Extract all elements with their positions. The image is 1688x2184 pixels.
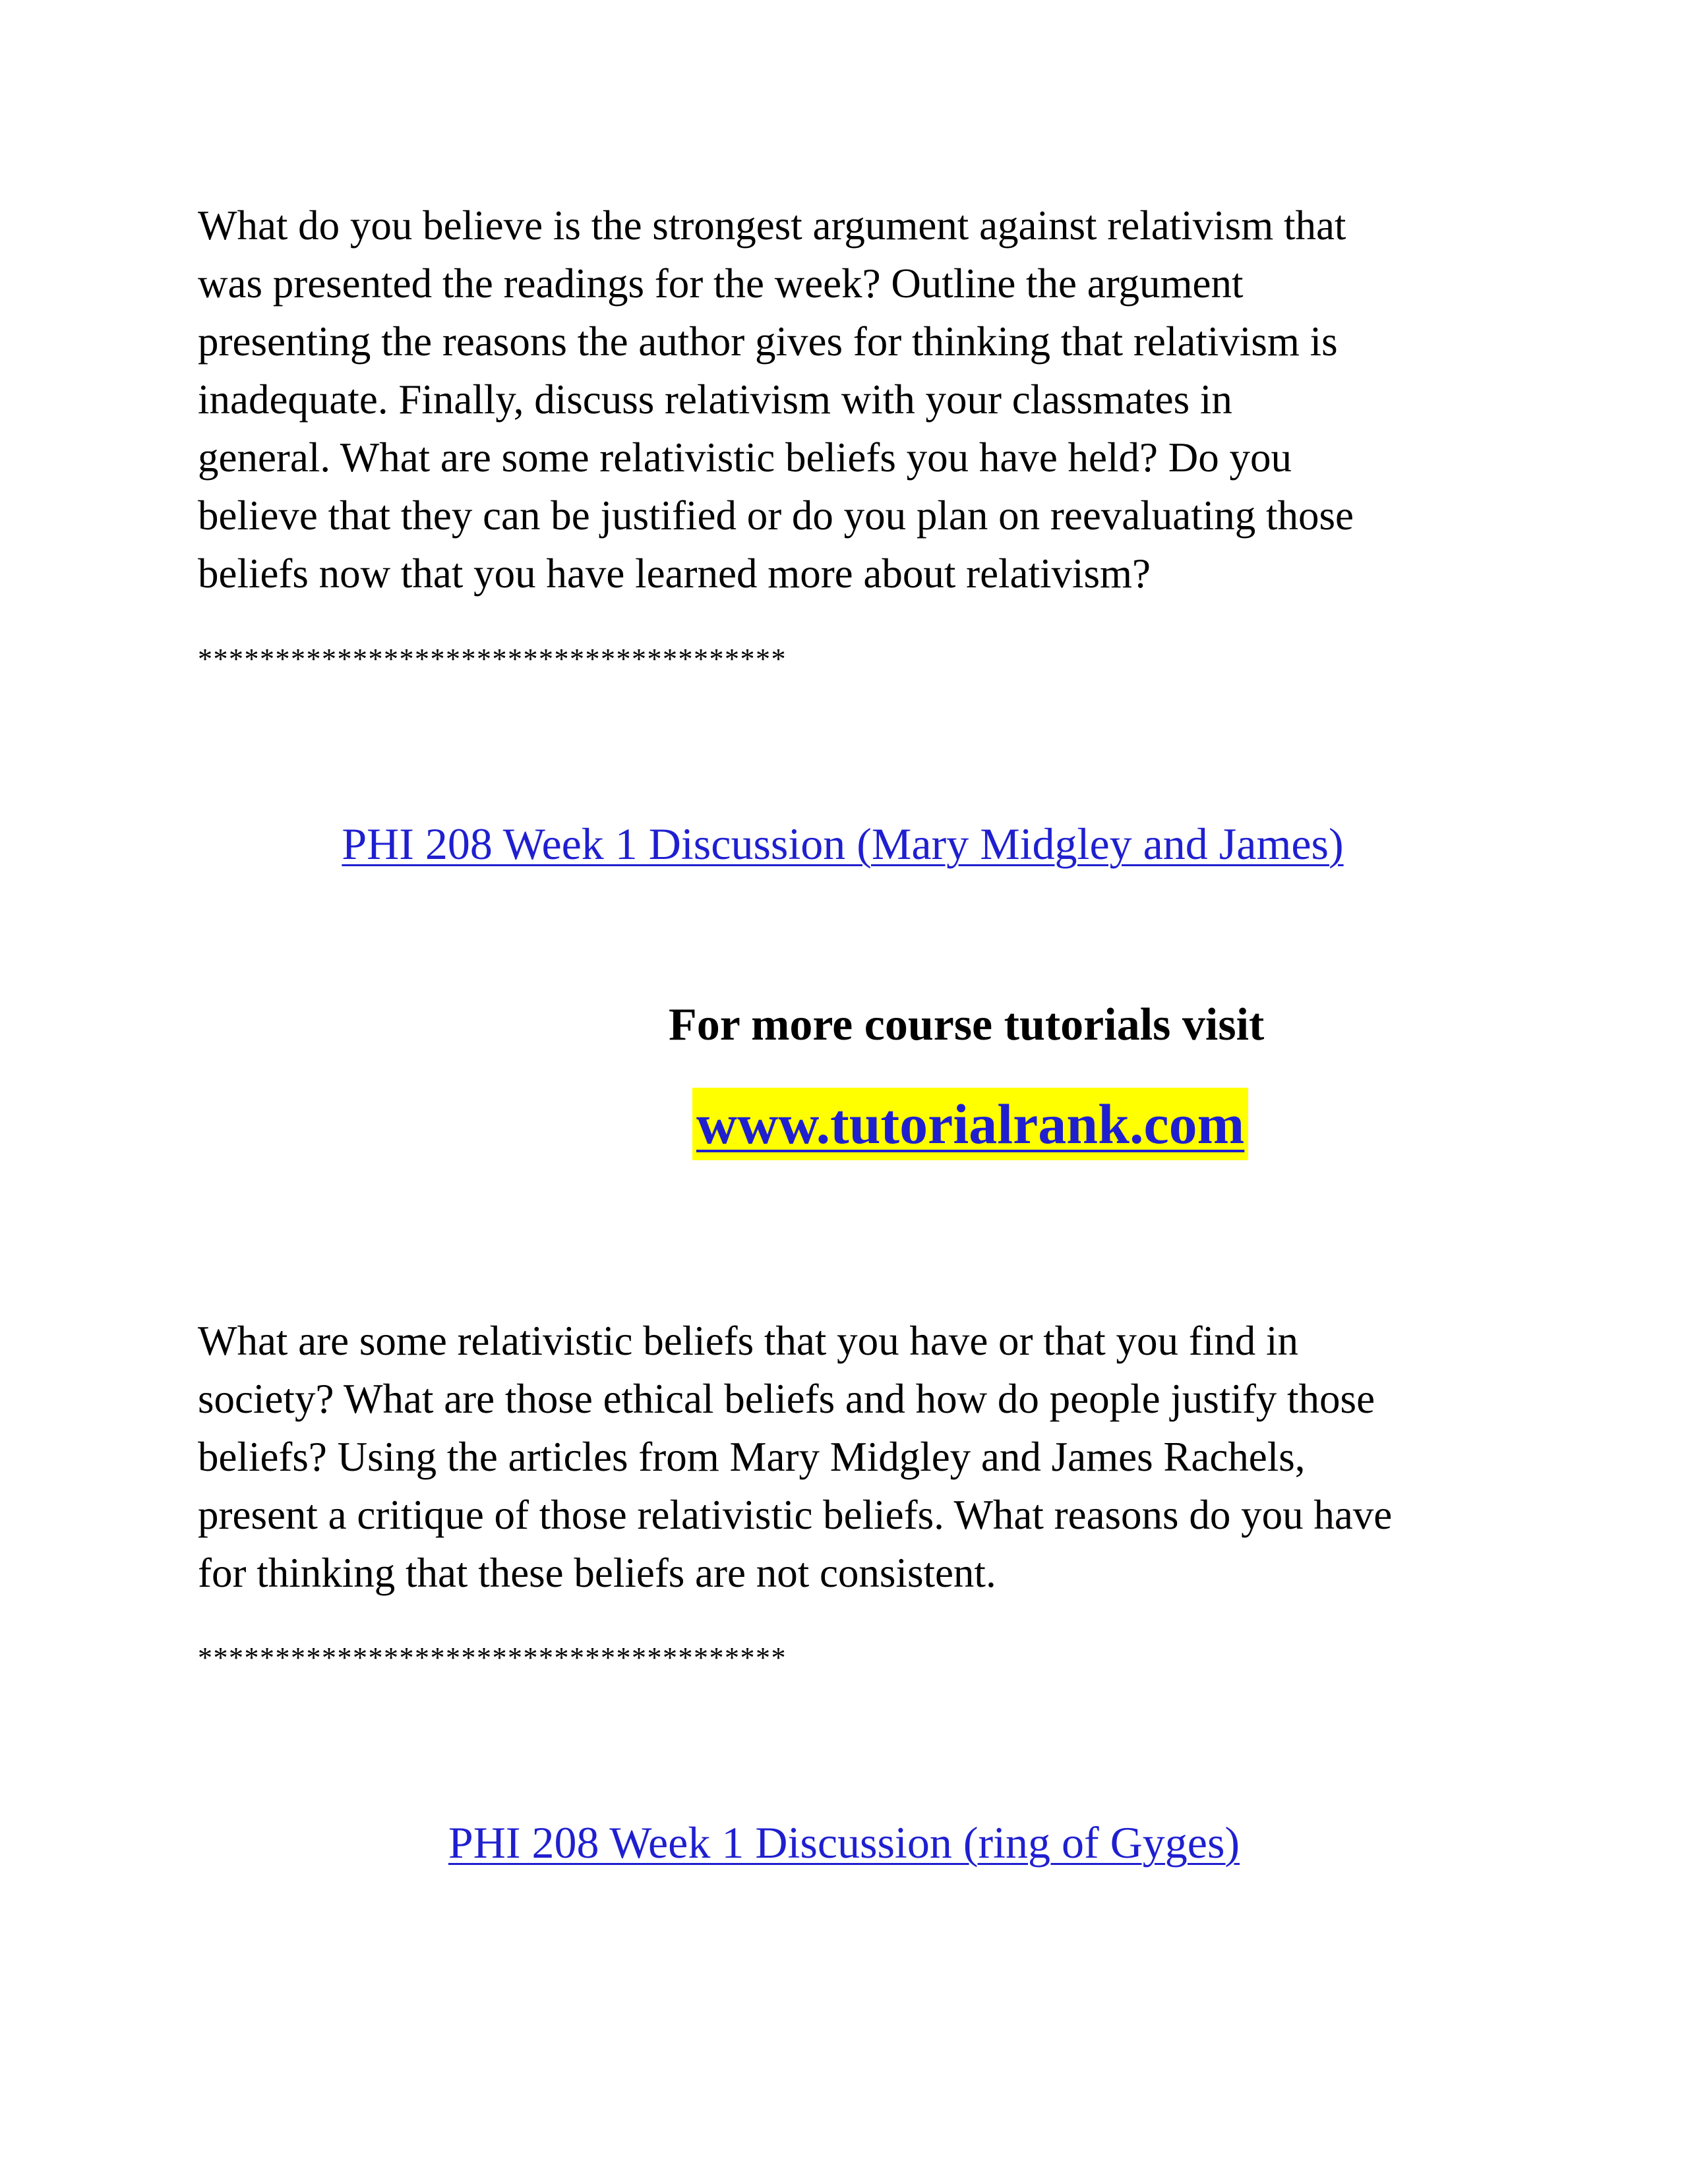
paragraph-line: What are some relativistic beliefs that you have or that you find in bbox=[198, 1318, 1298, 1364]
paragraph-line: beliefs now that you have learned more about relativism? bbox=[198, 550, 1151, 597]
promo-site-highlight bbox=[692, 1088, 1248, 1160]
paragraph-line: present a critique of those relativistic beliefs. What reasons do you have bbox=[198, 1492, 1393, 1538]
paragraph-line: for thinking that these beliefs are not consistent. bbox=[198, 1550, 996, 1596]
course-link-midgley-james bbox=[0, 814, 1687, 873]
paragraph-line: was presented the readings for the week? Outline the argument bbox=[198, 260, 1244, 307]
promo-heading: For more course tutorials visit bbox=[669, 999, 1265, 1050]
paragraph-line: What do you believe is the strongest argument against relativism that bbox=[198, 202, 1346, 249]
paragraph-line: presenting the reasons the author gives for thinking that relativism is bbox=[198, 318, 1338, 365]
asterisk-separator: ************************************** bbox=[198, 643, 787, 675]
question-paragraph-1 bbox=[198, 196, 1517, 603]
paragraph-line: general. What are some relativistic beliefs you have held? Do you bbox=[198, 434, 1292, 481]
course-link-text[interactable]: PHI 208 Week 1 Discussion (ring of Gyges) bbox=[448, 1817, 1240, 1868]
paragraph-line: society? What are those ethical beliefs and how do people justify those bbox=[198, 1376, 1375, 1422]
paragraph-line: believe that they can be justified or do you plan on reevaluating those bbox=[198, 492, 1354, 539]
course-link-ring-of-gyges bbox=[0, 1813, 1688, 1872]
question-paragraph-2 bbox=[198, 1312, 1517, 1602]
asterisk-separator: ************************************** bbox=[198, 1641, 787, 1674]
paragraph-line: beliefs? Using the articles from Mary Midgley and James Rachels, bbox=[198, 1434, 1306, 1480]
course-link-text[interactable]: PHI 208 Week 1 Discussion (Mary Midgley and James) bbox=[342, 819, 1344, 869]
paragraph-line: inadequate. Finally, discuss relativism with your classmates in bbox=[198, 376, 1232, 423]
promo-site-link[interactable]: www.tutorialrank.com bbox=[696, 1092, 1245, 1156]
